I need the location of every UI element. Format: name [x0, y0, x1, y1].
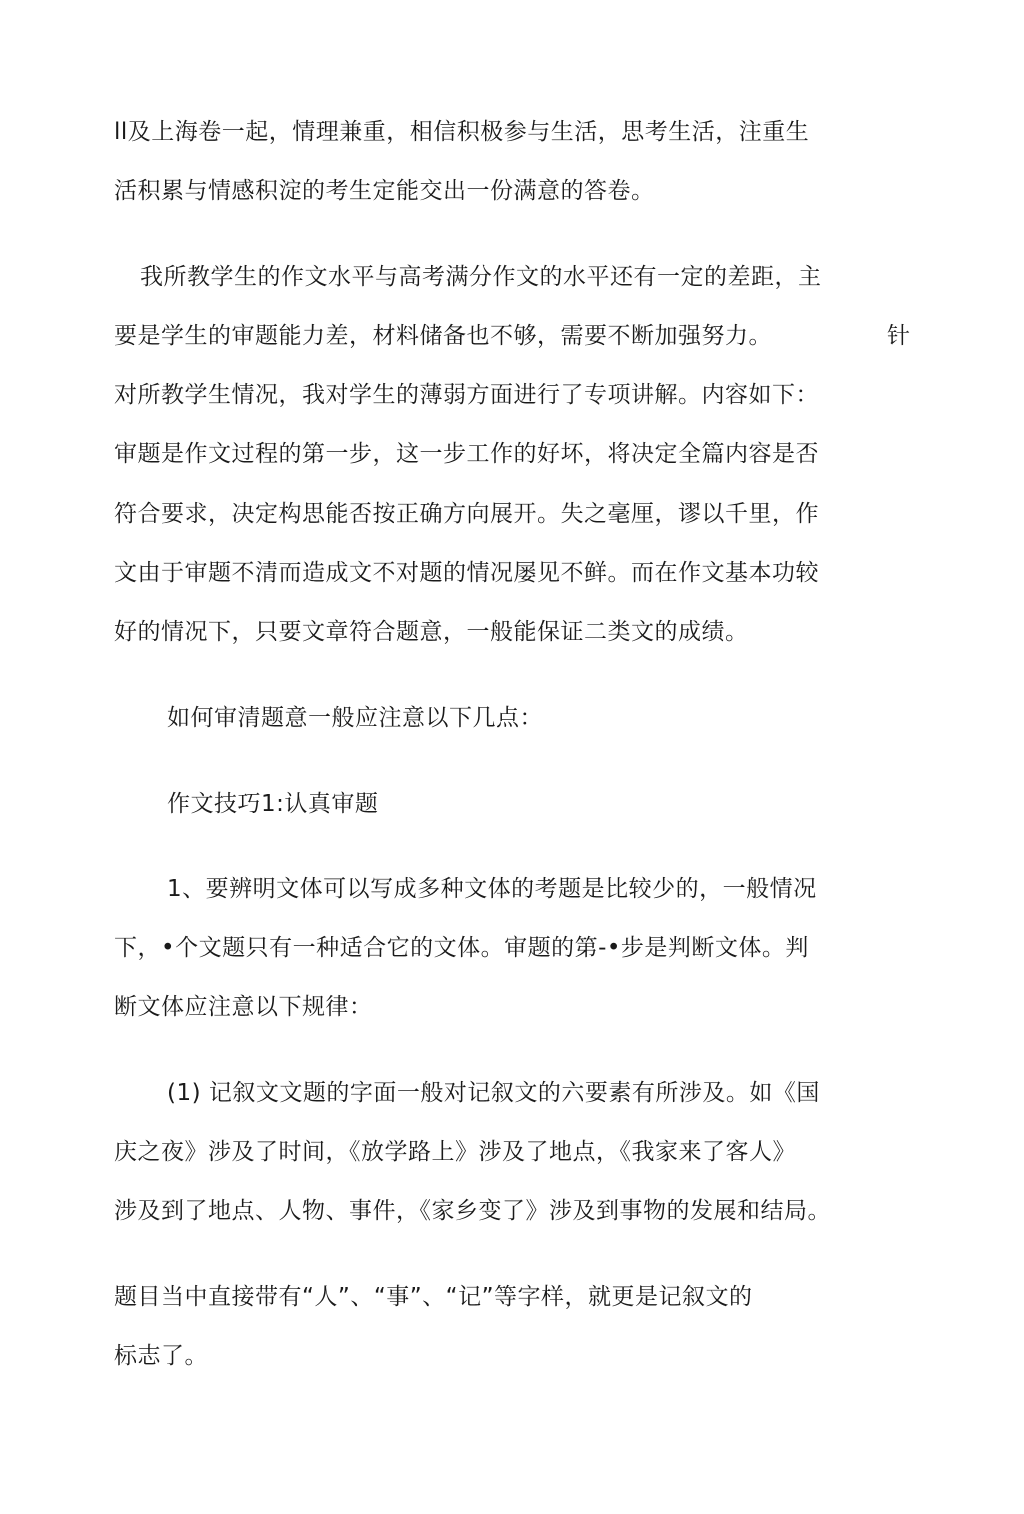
text-line: 审题是作文过程的第一步，这一步工作的好坏，将决定全篇内容是否 [114, 441, 819, 467]
text-line: 断文体应注意以下规律： [114, 994, 373, 1020]
text-line: 要是学生的审题能力差，材料储备也不够，需要不断加强努力。 [114, 323, 772, 349]
list-item-start: 1、要辨明文体可以写成多种文体的考题是比较少的，一般情况 [167, 876, 817, 902]
text-line: 好的情况下，只要文章符合题意，一般能保证二类文的成绩。 [114, 619, 749, 645]
text-line-fragment: 针 [887, 323, 910, 349]
text-line: 涉及到了地点、人物、事件，《家乡变了》涉及到事物的发展和结局。 [114, 1198, 831, 1224]
text-line: 题目当中直接带有“人”、“事”、“记”等字样，就更是记叙文的 [114, 1284, 753, 1310]
text-line: 文由于审题不清而造成文不对题的情况屡见不鲜。而在作文基本功较 [114, 560, 819, 586]
text-line: 对所教学生情况，我对学生的薄弱方面进行了专项讲解。内容如下： [114, 382, 819, 408]
text-line: 活积累与情感积淀的考生定能交出一份满意的答卷。 [114, 178, 655, 204]
paragraph-start-line: 我所教学生的作文水平与高考满分作文的水平还有一定的差距，主 [140, 264, 822, 290]
text-line: 下，•个文题只有一种适合它的文体。审题的第-•步是判断文体。判 [114, 935, 809, 961]
text-line: 庆之夜》涉及了时间，《放学路上》涉及了地点，《我家来了客人》 [114, 1139, 796, 1165]
text-line: 标志了。 [114, 1343, 208, 1369]
text-line: ll及上海卷一起，情理兼重，相信积极参与生活，思考生活，注重生 [114, 119, 810, 145]
section-intro: 如何审清题意一般应注意以下几点： [167, 705, 543, 731]
section-heading: 作文技巧1:认真审题 [167, 791, 379, 817]
sub-item-start: (1) 记叙文文题的字面一般对记叙文的六要素有所涉及。如《国 [167, 1080, 820, 1106]
text-line: 符合要求，决定构思能否按正确方向展开。失之毫厘，谬以千里，作 [114, 501, 819, 527]
